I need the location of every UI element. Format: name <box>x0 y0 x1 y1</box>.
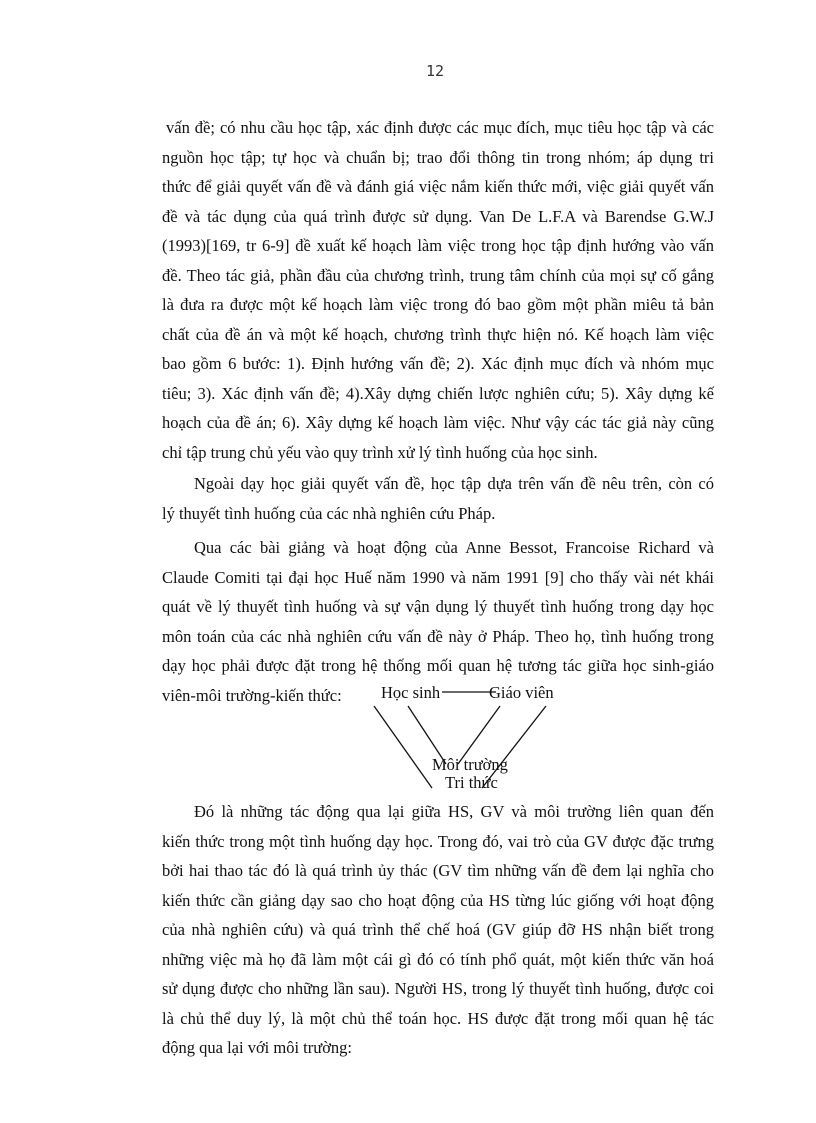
text-line: bởi hai thao tác đó là quá trình ủy thác (GV tìm những vấn đề đem lại nghĩa cho <box>162 861 714 880</box>
label-environment: Môi trường <box>432 755 508 774</box>
text-line: là đưa ra được một kế hoạch làm việc trong đó bao gồm một phần miêu tả bản <box>162 295 714 314</box>
label-teacher: Giáo viên <box>489 683 554 702</box>
text-line: dạy học phải được đặt trong hệ thống mối quan hệ tương tác giữa học sinh-giáo <box>162 656 714 675</box>
text-line: môn toán của các nhà nghiên cứu vấn đề này ở Pháp. Theo họ, tình huống trong <box>162 626 714 646</box>
text-line: vấn đề; có nhu cầu học tập, xác định được các mục đích, mục tiêu học tập và các <box>166 118 714 137</box>
paragraph-4 <box>162 797 714 1063</box>
paragraph-1 <box>162 113 714 467</box>
text-line: nguồn học tập; tự học và chuẩn bị; trao đổi thông tin trong nhóm; áp dụng tri <box>162 147 714 167</box>
text-line: Claude Comiti tại đại học Huế năm 1990 và năm 1991 [9] cho thấy vài nét khái <box>162 567 714 587</box>
text-line: hoạch của đề án; 6). Xây dựng kế hoạch làm việc. Như vậy các tác giả này cũng <box>162 413 714 432</box>
text-line: động qua lại với môi trường: <box>162 1038 352 1057</box>
text-line: tiêu; 3). Xác định vấn đề; 4).Xây dựng chiến lược nghiên cứu; 5). Xây dựng kế <box>162 383 714 403</box>
line-student-knowledge <box>374 706 432 788</box>
text-line: Ngoài dạy học giải quyết vấn đề, học tập dựa trên vấn đề nêu trên, còn có <box>194 474 714 493</box>
didactic-triangle-diagram <box>370 680 570 790</box>
text-line: của nhà nghiên cứu) và quá trình thể chế hoá (GV giúp đỡ HS nhận biết trong <box>162 920 714 939</box>
text-line: (1993)[169, tr 6-9] đề xuất kế hoạch làm việc trong học tập định hướng vào vấn <box>162 236 714 255</box>
text-line: kiến thức trong một tình huống dạy học. Trong đó, vai trò của GV được đặc trưng <box>162 831 714 851</box>
text-line: là chủ thể duy lý, là một chủ thể toán học. HS được đặt trong mối quan hệ tác <box>162 1008 714 1028</box>
text-line: kiến thức cần giảng dạy sao cho hoạt động của HS từng lúc giống với hoạt động <box>162 890 714 910</box>
text-line: sử dụng được cho những lần sau). Người HS, trong lý thuyết tình huống, được coi <box>162 979 714 998</box>
label-student: Học sinh <box>381 683 441 702</box>
text-line: đề. Theo tác giả, phần đầu của chương trình, trung tâm chính của mọi sự cố gắng <box>162 265 714 285</box>
text-line: lý thuyết tình huống của các nhà nghiên cứu Pháp. <box>162 503 496 523</box>
text-line: bao gồm 6 bước: 1). Định hướng vấn đề; 2). Xác định mục đích và nhóm mục <box>162 354 714 373</box>
label-knowledge: Tri thức <box>445 773 498 792</box>
text-line: đề và tác dụng của quá trình được sử dụng. Van De L.F.A và Barendse G.W.J <box>162 206 714 226</box>
text-line: viên-môi trường-kiến thức: <box>162 685 342 705</box>
text-line: chỉ tập trung chủ yếu vào quy trình xử lý tình huống của học sinh. <box>162 442 598 462</box>
text-line: thức để giải quyết vấn đề và đánh giá việc nắm kiến thức mới, việc giải quyết vấn <box>162 177 714 196</box>
text-line: Qua các bài giảng và hoạt động của Anne Bessot, Francoise Richard và <box>194 538 714 557</box>
text-line: quát về lý thuyết tình huống và sự vận dụng lý thuyết tình huống trong dạy học <box>162 597 714 616</box>
paragraph-2 <box>162 469 714 528</box>
text-line: chất của đề án và một kế hoạch, chương trình thực hiện nó. Kế hoạch làm việc <box>162 324 714 344</box>
page-number: 12 <box>425 62 445 80</box>
text-line: Đó là những tác động qua lại giữa HS, GV và môi trường liên quan đến <box>194 802 714 821</box>
text-line: những việc mà họ đã làm một cái gì đó có tính phổ quát, một kiến thức văn hoá <box>162 949 714 969</box>
